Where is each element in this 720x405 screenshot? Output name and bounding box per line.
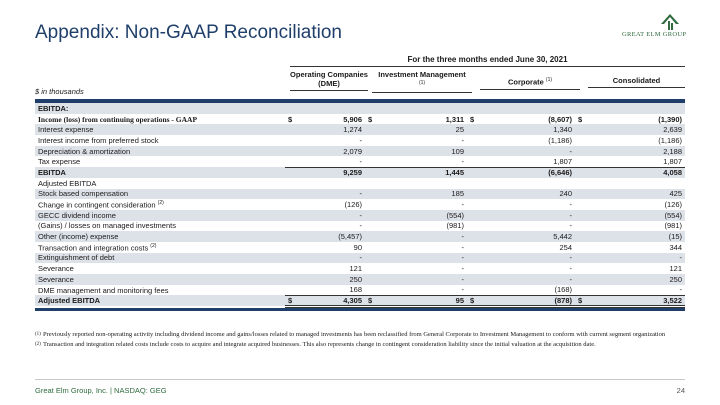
currency-cell [365, 146, 379, 157]
footnotes [35, 331, 685, 350]
footer-divider [35, 379, 685, 380]
currency-cell [467, 124, 481, 135]
currency-cell [365, 178, 379, 189]
currency-cell [285, 253, 299, 264]
value-cell: (1,186) [548, 135, 572, 145]
table-row [35, 231, 685, 242]
currency-cell: $ [288, 114, 293, 124]
value-cell: (5,457) [299, 231, 365, 242]
value-cell: (168) [481, 285, 575, 296]
currency-cell [285, 274, 299, 285]
currency-cell [575, 178, 589, 189]
table-row [35, 199, 685, 210]
value-cell: 5,442 [481, 231, 575, 242]
value-cell: 240 [481, 189, 575, 200]
column-sup: (1) [418, 80, 426, 86]
column-label: Consolidated [612, 76, 661, 85]
value-cell: (554) [379, 210, 467, 221]
row-label: Interest income from preferred stock [38, 135, 159, 145]
currency-cell [575, 135, 589, 146]
value-cell: (1,186) [658, 135, 682, 145]
currency-cell [365, 210, 379, 221]
value-cell: 5,906 [343, 114, 362, 124]
company-logo [622, 12, 704, 42]
currency-cell [285, 189, 299, 200]
value-cell: - [569, 264, 572, 274]
value-cell: - [481, 210, 575, 221]
currency-cell [467, 189, 481, 200]
value-cell: 168 [299, 285, 365, 296]
currency-cell: $ [467, 295, 481, 306]
currency-cell [575, 231, 589, 242]
section-row [35, 103, 685, 114]
currency-cell [575, 167, 589, 178]
currency-cell [467, 253, 481, 264]
currency-cell [365, 231, 379, 242]
section-label: EBITDA: [35, 103, 685, 114]
value-cell: (1,390) [658, 114, 682, 124]
currency-cell [467, 242, 481, 253]
value-cell: 250 [589, 274, 685, 285]
column-header-operating [290, 70, 368, 91]
currency-cell [467, 199, 481, 210]
value-cell: - [299, 189, 365, 200]
currency-cell [285, 231, 299, 242]
value-cell: 4,058 [589, 167, 685, 178]
value-cell: 185 [379, 189, 467, 200]
value-cell: 2,188 [589, 146, 685, 157]
currency-cell [467, 146, 481, 157]
currency-cell [365, 221, 379, 232]
row-label: Other (income) expense [35, 231, 285, 242]
table-row [35, 210, 685, 221]
value-cell: 250 [299, 274, 365, 285]
value-cell: - [461, 135, 464, 145]
value-cell: 1,445 [379, 167, 467, 178]
table-row [35, 285, 685, 296]
value-cell: - [379, 274, 467, 285]
currency-cell [467, 167, 481, 178]
value-cell: 1,274 [299, 124, 365, 135]
row-label: Adjusted EBITDA [35, 295, 285, 306]
row-label: EBITDA [35, 167, 285, 178]
column-header-consolidated [588, 76, 685, 88]
table-row [35, 295, 685, 306]
currency-cell [285, 124, 299, 135]
value-cell: 90 [353, 242, 362, 252]
value-cell: - [481, 146, 575, 157]
currency-cell [467, 263, 481, 274]
value-cell: 2,079 [299, 146, 365, 157]
currency-cell [285, 263, 299, 274]
value-cell: 121 [349, 264, 362, 274]
currency-cell: $ [575, 295, 589, 306]
row-label: Severance [35, 274, 285, 285]
value-cell: (981) [664, 221, 682, 231]
page-number: 24 [676, 386, 685, 395]
value-cell: - [379, 231, 467, 242]
row-label: Severance [38, 264, 74, 274]
value-cell: 1,311 [445, 114, 464, 124]
currency-cell [575, 210, 589, 221]
currency-cell: $ [578, 114, 583, 124]
value-cell: - [589, 253, 685, 264]
value-cell: 109 [379, 146, 467, 157]
currency-cell [365, 263, 379, 274]
currency-cell [575, 146, 589, 157]
table-bottom-band [35, 308, 685, 311]
value-cell: - [569, 200, 572, 210]
value-cell: 1,807 [481, 156, 575, 167]
currency-cell [285, 242, 299, 253]
table-row [35, 156, 685, 167]
currency-cell [285, 167, 299, 178]
value-cell: - [569, 221, 572, 231]
table-row [35, 167, 685, 178]
currency-cell [575, 253, 589, 264]
value-cell: 3,522 [589, 295, 685, 306]
row-label: Stock based compensation [35, 189, 285, 200]
period-header: For the three months ended June 30, 2021 [290, 55, 685, 67]
currency-cell [575, 156, 589, 167]
value-cell: - [299, 156, 365, 167]
currency-cell [575, 263, 589, 274]
row-label: Extinguishment of debt [35, 253, 285, 264]
currency-cell [365, 189, 379, 200]
row-label: Transaction and integration costs $^{(2)}$ [38, 242, 157, 253]
row-label: Income (loss) from continuing operations - GAAP [38, 114, 198, 124]
value-cell: 121 [669, 264, 682, 274]
column-header-investment [372, 70, 472, 93]
currency-cell [575, 199, 589, 210]
table-row [35, 114, 685, 125]
currency-cell: $ [365, 295, 379, 306]
table-row [35, 178, 685, 189]
footnote-1: (1) Previously reported non-operating activity including dividend income and gains/losses related to managed investments has been reclassified from General Corporate to Investment Management to conform with current segment organization [35, 331, 666, 338]
currency-cell [467, 285, 481, 296]
currency-cell [467, 210, 481, 221]
currency-cell [575, 274, 589, 285]
value-cell: 25 [379, 124, 467, 135]
currency-cell [467, 231, 481, 242]
currency-cell [365, 242, 379, 253]
table-row [35, 146, 685, 157]
currency-cell [365, 274, 379, 285]
row-label: Tax expense [38, 157, 81, 167]
table-row [35, 189, 685, 200]
value-cell: 95 [379, 295, 467, 306]
currency-cell [365, 253, 379, 264]
currency-cell [365, 156, 379, 167]
currency-cell [467, 135, 481, 146]
column-label: Investment Management [378, 70, 466, 79]
value-cell: - [589, 285, 685, 296]
value-cell: - [461, 200, 464, 210]
value-cell: 344 [669, 242, 682, 252]
currency-cell: $ [470, 114, 475, 124]
table-row [35, 221, 685, 232]
value-cell: - [299, 210, 365, 221]
value-cell: (8,607) [548, 114, 572, 124]
currency-cell [467, 221, 481, 232]
column-sup: (1) [545, 77, 553, 83]
row-label: DME management and monitoring fees [38, 285, 169, 295]
table-row [35, 253, 685, 264]
currency-cell [285, 210, 299, 221]
reconciliation-table [35, 99, 685, 311]
currency-cell [467, 274, 481, 285]
table-row [35, 242, 685, 253]
currency-cell: $ [368, 114, 373, 124]
currency-cell [575, 242, 589, 253]
currency-cell [365, 199, 379, 210]
row-label: Depreciation & amortization [35, 146, 285, 157]
footnote-2: (2) Transaction and integration related costs include costs to acquire and integrate acquired businesses. This also represents change in contingent consideration liability since the initial valuation at the acquisition date. [35, 340, 596, 348]
value-cell: - [481, 253, 575, 264]
currency-cell [575, 124, 589, 135]
value-cell: (15) [589, 231, 685, 242]
currency-cell [575, 221, 589, 232]
currency-cell [285, 156, 299, 167]
value-cell [379, 178, 467, 189]
value-cell: (6,646) [481, 167, 575, 178]
value-cell: - [379, 285, 467, 296]
value-cell: 9,259 [299, 167, 365, 178]
row-label: GECC dividend income [35, 210, 285, 221]
row-label: Adjusted EBITDA [38, 178, 97, 188]
currency-cell [285, 199, 299, 210]
row-label: Interest expense [35, 124, 285, 135]
table-row [35, 124, 685, 135]
value-cell [299, 178, 365, 189]
currency-cell [365, 124, 379, 135]
value-cell: - [481, 274, 575, 285]
currency-cell [575, 189, 589, 200]
value-cell: (554) [589, 210, 685, 221]
value-cell: - [461, 264, 464, 274]
table-row [35, 274, 685, 285]
column-label: Corporate [507, 77, 544, 87]
value-cell: - [299, 253, 365, 264]
value-cell: 4,305 [299, 295, 365, 306]
value-cell [589, 178, 685, 189]
value-cell: 1,807 [589, 156, 685, 167]
column-header-corporate [480, 76, 580, 90]
currency-cell [285, 221, 299, 232]
page-title: Appendix: Non-GAAP Reconciliation [35, 22, 342, 43]
value-cell [481, 178, 575, 189]
currency-cell [285, 146, 299, 157]
table-row [35, 263, 685, 274]
currency-cell [575, 285, 589, 296]
value-cell: 2,639 [589, 124, 685, 135]
column-label: Operating Companies (DME) [290, 70, 368, 88]
footer-company: Great Elm Group, Inc. | NASDAQ: GEG [35, 386, 167, 395]
row-label: (Gains) / losses on managed investments [38, 221, 176, 231]
currency-cell [285, 178, 299, 189]
currency-cell [467, 156, 481, 167]
value-cell: 1,340 [481, 124, 575, 135]
currency-cell [365, 135, 379, 146]
value-cell: - [379, 156, 467, 167]
logo-text: GREAT ELM GROUP [622, 31, 687, 38]
value-cell: - [461, 242, 464, 252]
value-cell: (981) [446, 221, 464, 231]
currency-cell [467, 178, 481, 189]
value-cell: (878) [481, 295, 575, 306]
value-cell: (126) [344, 200, 362, 210]
row-label: Change in contingent consideration $^{(2)}$ [38, 199, 164, 210]
table-row [35, 135, 685, 146]
value-cell: (126) [664, 200, 682, 210]
value-cell: 425 [589, 189, 685, 200]
units-label: $ in thousands [35, 87, 84, 96]
value-cell: - [379, 253, 467, 264]
value-cell: - [359, 135, 362, 145]
currency-cell [285, 285, 299, 296]
currency-cell [285, 135, 299, 146]
value-cell: - [359, 221, 362, 231]
chevron-arrow-logo-icon [659, 12, 681, 30]
currency-cell [365, 285, 379, 296]
value-cell: 254 [559, 242, 572, 252]
currency-cell: $ [285, 295, 299, 306]
currency-cell [365, 167, 379, 178]
